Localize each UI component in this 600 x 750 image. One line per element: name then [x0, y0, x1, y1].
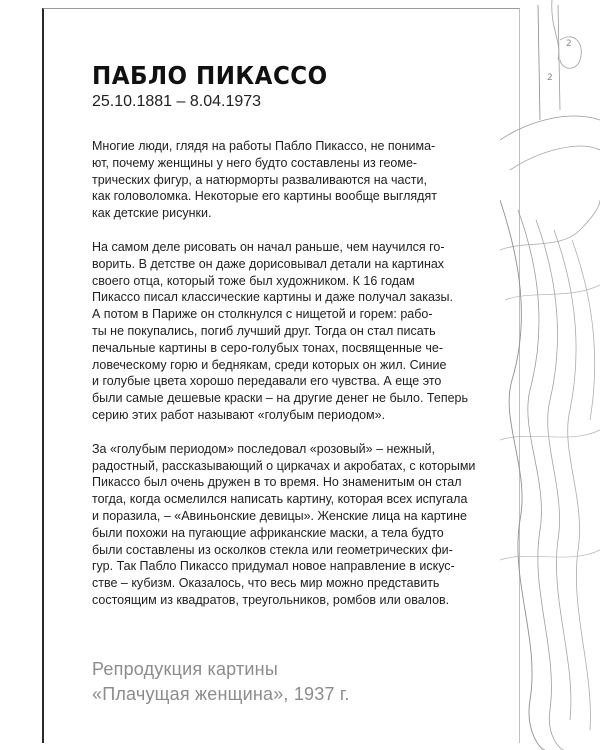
text-line: ты не покупались, погиб лучший друг. Тогда он стал писать	[92, 323, 436, 338]
text-line: стве – кубизм. Оказалось, что весь мир можно представить	[92, 576, 440, 591]
paragraph-2	[92, 239, 502, 424]
caption-line-2: «Плачущая женщина», 1937 г.	[92, 684, 350, 704]
article-header	[92, 62, 348, 112]
text-line: своего отца, который тоже был художником. К 16 годам	[92, 273, 415, 288]
text-line: и голубые цвета хорошо передавали его чувства. А еще это	[92, 374, 442, 389]
text-line: ловеческому горю и беднякам, среди которых он жил. Синие	[92, 357, 447, 372]
text-line: и поразила, – «Авиньонские девицы». Женские лица на картине	[92, 508, 467, 523]
text-line: состоящим из квадратов, треугольников, ромбов или овалов.	[92, 592, 450, 607]
text-line: были составлены из осколков стекла или геометрических фи-	[92, 542, 453, 557]
text-line: были самые дешевые краски – на другие денег не было. Теперь	[92, 391, 469, 406]
text-line: как детские рисунки.	[92, 206, 212, 221]
paragraph-1	[92, 138, 502, 222]
text-line: ворить. В детстве он даже дорисовывал детали на картинах	[92, 256, 445, 271]
decorative-line-art	[500, 0, 600, 750]
caption-line-1: Репродукция картины	[92, 659, 278, 679]
text-line: радостный, рассказывающий о циркачах и акробатах, с которыми	[92, 458, 476, 473]
text-line: На самом деле рисовать он начал раньше, чем научился го-	[92, 239, 445, 254]
text-line: Многие люди, глядя на работы Пабло Пикассо, не понима-	[92, 139, 436, 153]
text-line: гур. Так Пабло Пикассо придумал новое направление в искус-	[92, 559, 455, 574]
text-line: тогда, когда осмелился написать картину, которая всех испугала	[92, 492, 468, 507]
text-line: А потом в Париже он столкнулся с нищетой и горем: рабо-	[92, 307, 433, 322]
page-title: ПАБЛО ПИКАССО	[92, 61, 328, 90]
painting-caption	[92, 657, 350, 707]
edge-mark-2: 2	[566, 39, 572, 49]
text-line: ют, почему женщины у него будто составлены из геоме-	[92, 155, 418, 170]
text-line: как головоломка. Некоторые его картины вообще выглядят	[92, 189, 437, 204]
text-line: серию этих работ называют «голубым периодом».	[92, 407, 386, 422]
text-line: Пикассо был очень дружен в то время. Но знаменитым он стал	[92, 475, 462, 490]
edge-mark-1: 2	[547, 73, 553, 83]
text-line: трических фигур, а натюрморты разваливаются на части,	[92, 172, 427, 187]
paragraph-3	[92, 441, 502, 609]
text-line: были похожи на пугающие африканские маски, а тела будто	[92, 525, 444, 540]
article-body	[92, 138, 502, 626]
text-line: печальные картины в серо-голубых тонах, посвященные че-	[92, 340, 443, 355]
text-line: Пикассо писал классические картины и даже получал заказы.	[92, 290, 453, 305]
text-line: За «голубым периодом» последовал «розовый» – нежный,	[92, 441, 435, 456]
life-dates: 25.10.1881 – 8.04.1973	[92, 93, 262, 110]
